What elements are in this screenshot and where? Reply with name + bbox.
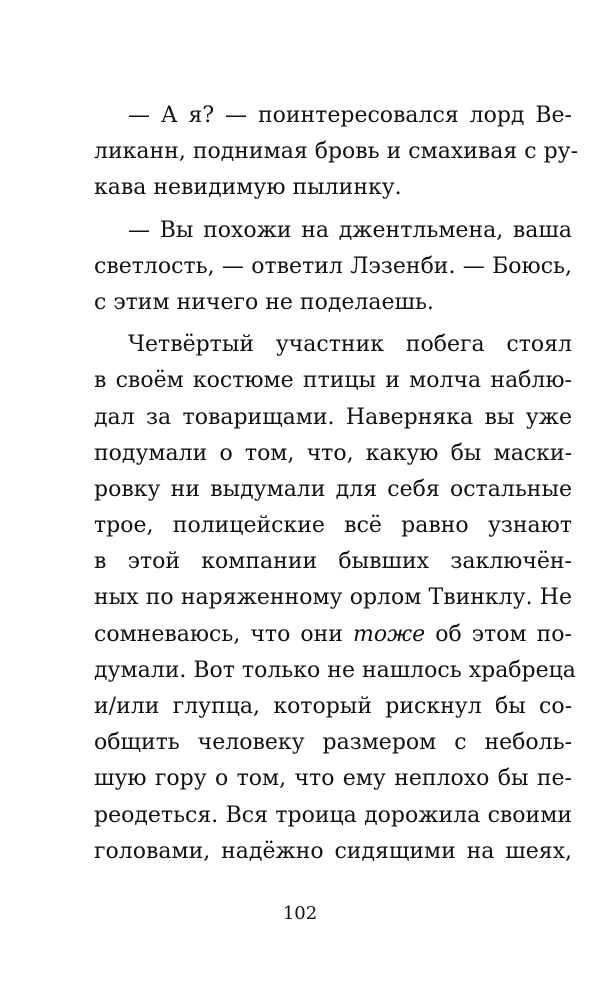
paragraph-3-line-9 — [94, 617, 572, 653]
paragraph-3-line-8: ных по наряженному орлом Твинклу. Не — [94, 585, 572, 611]
paragraph-3-line-4: подумали о том, что, какую бы маски- — [94, 440, 572, 466]
paragraph-2-line-1: — Вы похожи на джентльмена, ваша — [128, 217, 572, 243]
paragraph-3-line-14: реодеться. Вся троица дорожила своими — [94, 802, 572, 828]
emphasized-word: тоже — [353, 621, 426, 647]
paragraph-3-line-11: и/или глупца, который рискнул бы со- — [94, 694, 572, 719]
body-text — [94, 98, 579, 870]
paragraph-3-line-10: думали. Вот только не нашлось храбреца — [94, 657, 576, 683]
paragraph-1-line-3: кава невидимую пылинку. — [94, 175, 402, 201]
paragraph-3-line-13: шую гору о том, что ему неплохо бы пе- — [94, 766, 572, 792]
paragraph-3-line-6: трое, полицейские всё равно узнают — [94, 513, 572, 539]
paragraph-3-line-5: ровку ни выдумали для себя остальные — [94, 476, 572, 502]
paragraph-1-line-1: — А я? — поинтересовался лорд Ве- — [128, 103, 572, 128]
paragraph-3-line-12: общить человеку размером с неболь- — [94, 730, 572, 756]
paragraph-3-line-2: в своём костюме птицы и молча наблю- — [94, 368, 572, 394]
paragraph-2-line-3: с этим ничего не поделаешь. — [94, 289, 434, 315]
line-text-after-emphasis: об этом по- — [425, 621, 572, 647]
paragraph-3-line-1: Четвёртый участник побега стоял — [128, 332, 572, 358]
page-number: 102 — [282, 903, 318, 924]
paragraph-3-line-7: в этой компании бывших заключён- — [94, 549, 572, 575]
paragraph-3-line-15: головами, надёжно сидящими на шеях, — [94, 838, 572, 864]
paragraph-2-line-2: светлость, — ответил Лэзенби. — Боюсь, — [94, 253, 572, 279]
paragraph-1-line-2: ликанн, поднимая бровь и смахивая с ру- — [94, 139, 579, 165]
line-text-before-emphasis: сомневаюсь, что они — [94, 621, 353, 647]
paragraph-3-line-3: дал за товарищами. Наверняка вы уже — [94, 404, 572, 430]
